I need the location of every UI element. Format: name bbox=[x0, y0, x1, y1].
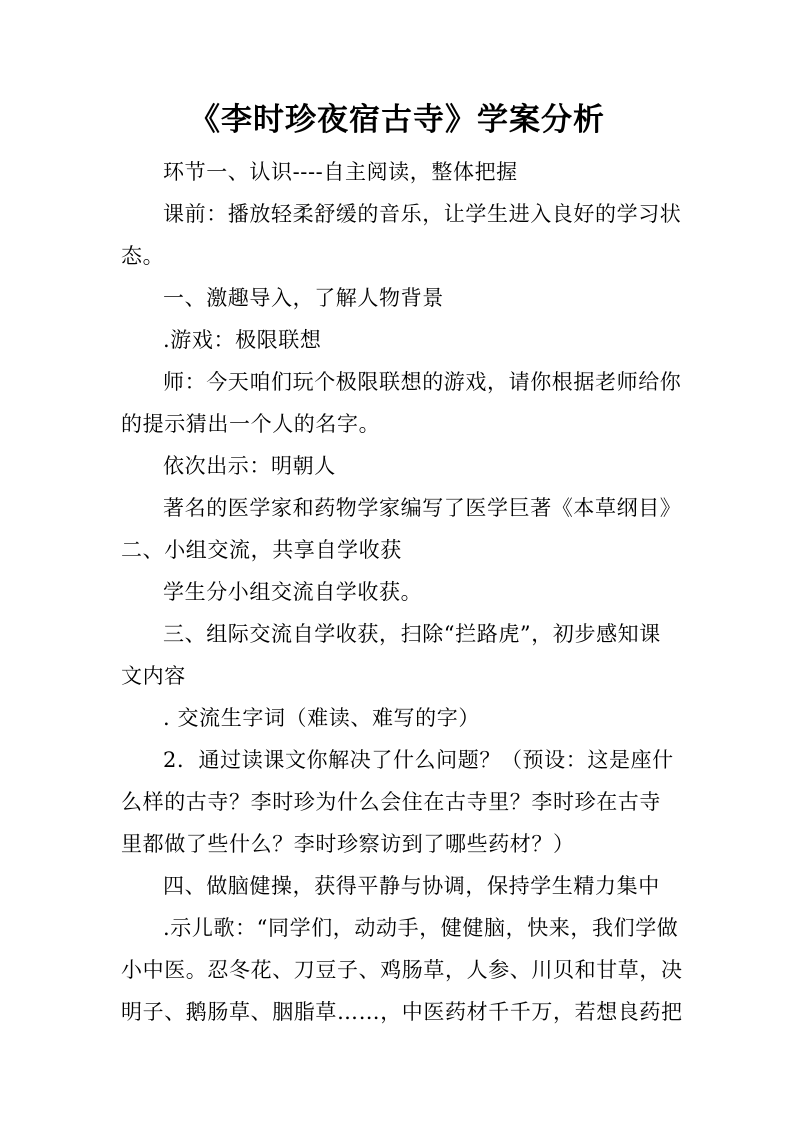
section-heading: 四、做脑健操，获得平静与协调，保持学生精力集中 bbox=[163, 874, 660, 898]
paragraph-line: 么样的古寺？李时珍为什么会住在古寺里？李时珍在古寺 bbox=[121, 790, 661, 814]
paragraph-line: 里都做了些什么？李时珍察访到了哪些药材？） bbox=[121, 832, 575, 856]
section-heading: 环节一、认识----自主阅读，整体把握 bbox=[163, 160, 518, 184]
section-heading: 二、小组交流，共享自学收获 bbox=[121, 538, 402, 562]
paragraph-line: 明子、鹅肠草、胭脂草……，中医药材千千万，若想良药把 bbox=[121, 1000, 683, 1024]
paragraph-line: 小中医。忍冬花、刀豆子、鸡肠草，人参、川贝和甘草，决 bbox=[121, 958, 683, 982]
paragraph-line: 2．通过读课文你解决了什么问题？（预设：这是座什 bbox=[163, 748, 674, 772]
paragraph-line: 师：今天咱们玩个极限联想的游戏，请你根据老师给你 bbox=[163, 370, 682, 394]
paragraph-line: 文内容 bbox=[121, 664, 186, 688]
paragraph-line: .游戏：极限联想 bbox=[163, 328, 322, 352]
section-heading: 一、激趣导入，了解人物背景 bbox=[163, 286, 444, 310]
paragraph-line: 依次出示：明朝人 bbox=[163, 454, 336, 478]
paragraph-line: 学生分小组交流自学收获。 bbox=[163, 580, 423, 604]
section-heading: 三、组际交流自学收获，扫除“拦路虎”，初步感知课 bbox=[163, 622, 661, 646]
paragraph-line: 课前：播放轻柔舒缓的音乐，让学生进入良好的学习状 bbox=[163, 202, 682, 226]
document-title: 《李时珍夜宿古寺》学案分析 bbox=[189, 102, 605, 138]
paragraph-line: .示儿歌：“同学们，动动手，健健脑，快来，我们学做 bbox=[163, 916, 679, 940]
paragraph-line: 态。 bbox=[121, 244, 165, 268]
paragraph-line: 著名的医学家和药物学家编写了医学巨著《本草纲目》 bbox=[163, 496, 682, 520]
paragraph-line: . 交流生字词（难读、难写的字） bbox=[163, 706, 480, 730]
paragraph-line: 的提示猜出一个人的名字。 bbox=[121, 412, 381, 436]
